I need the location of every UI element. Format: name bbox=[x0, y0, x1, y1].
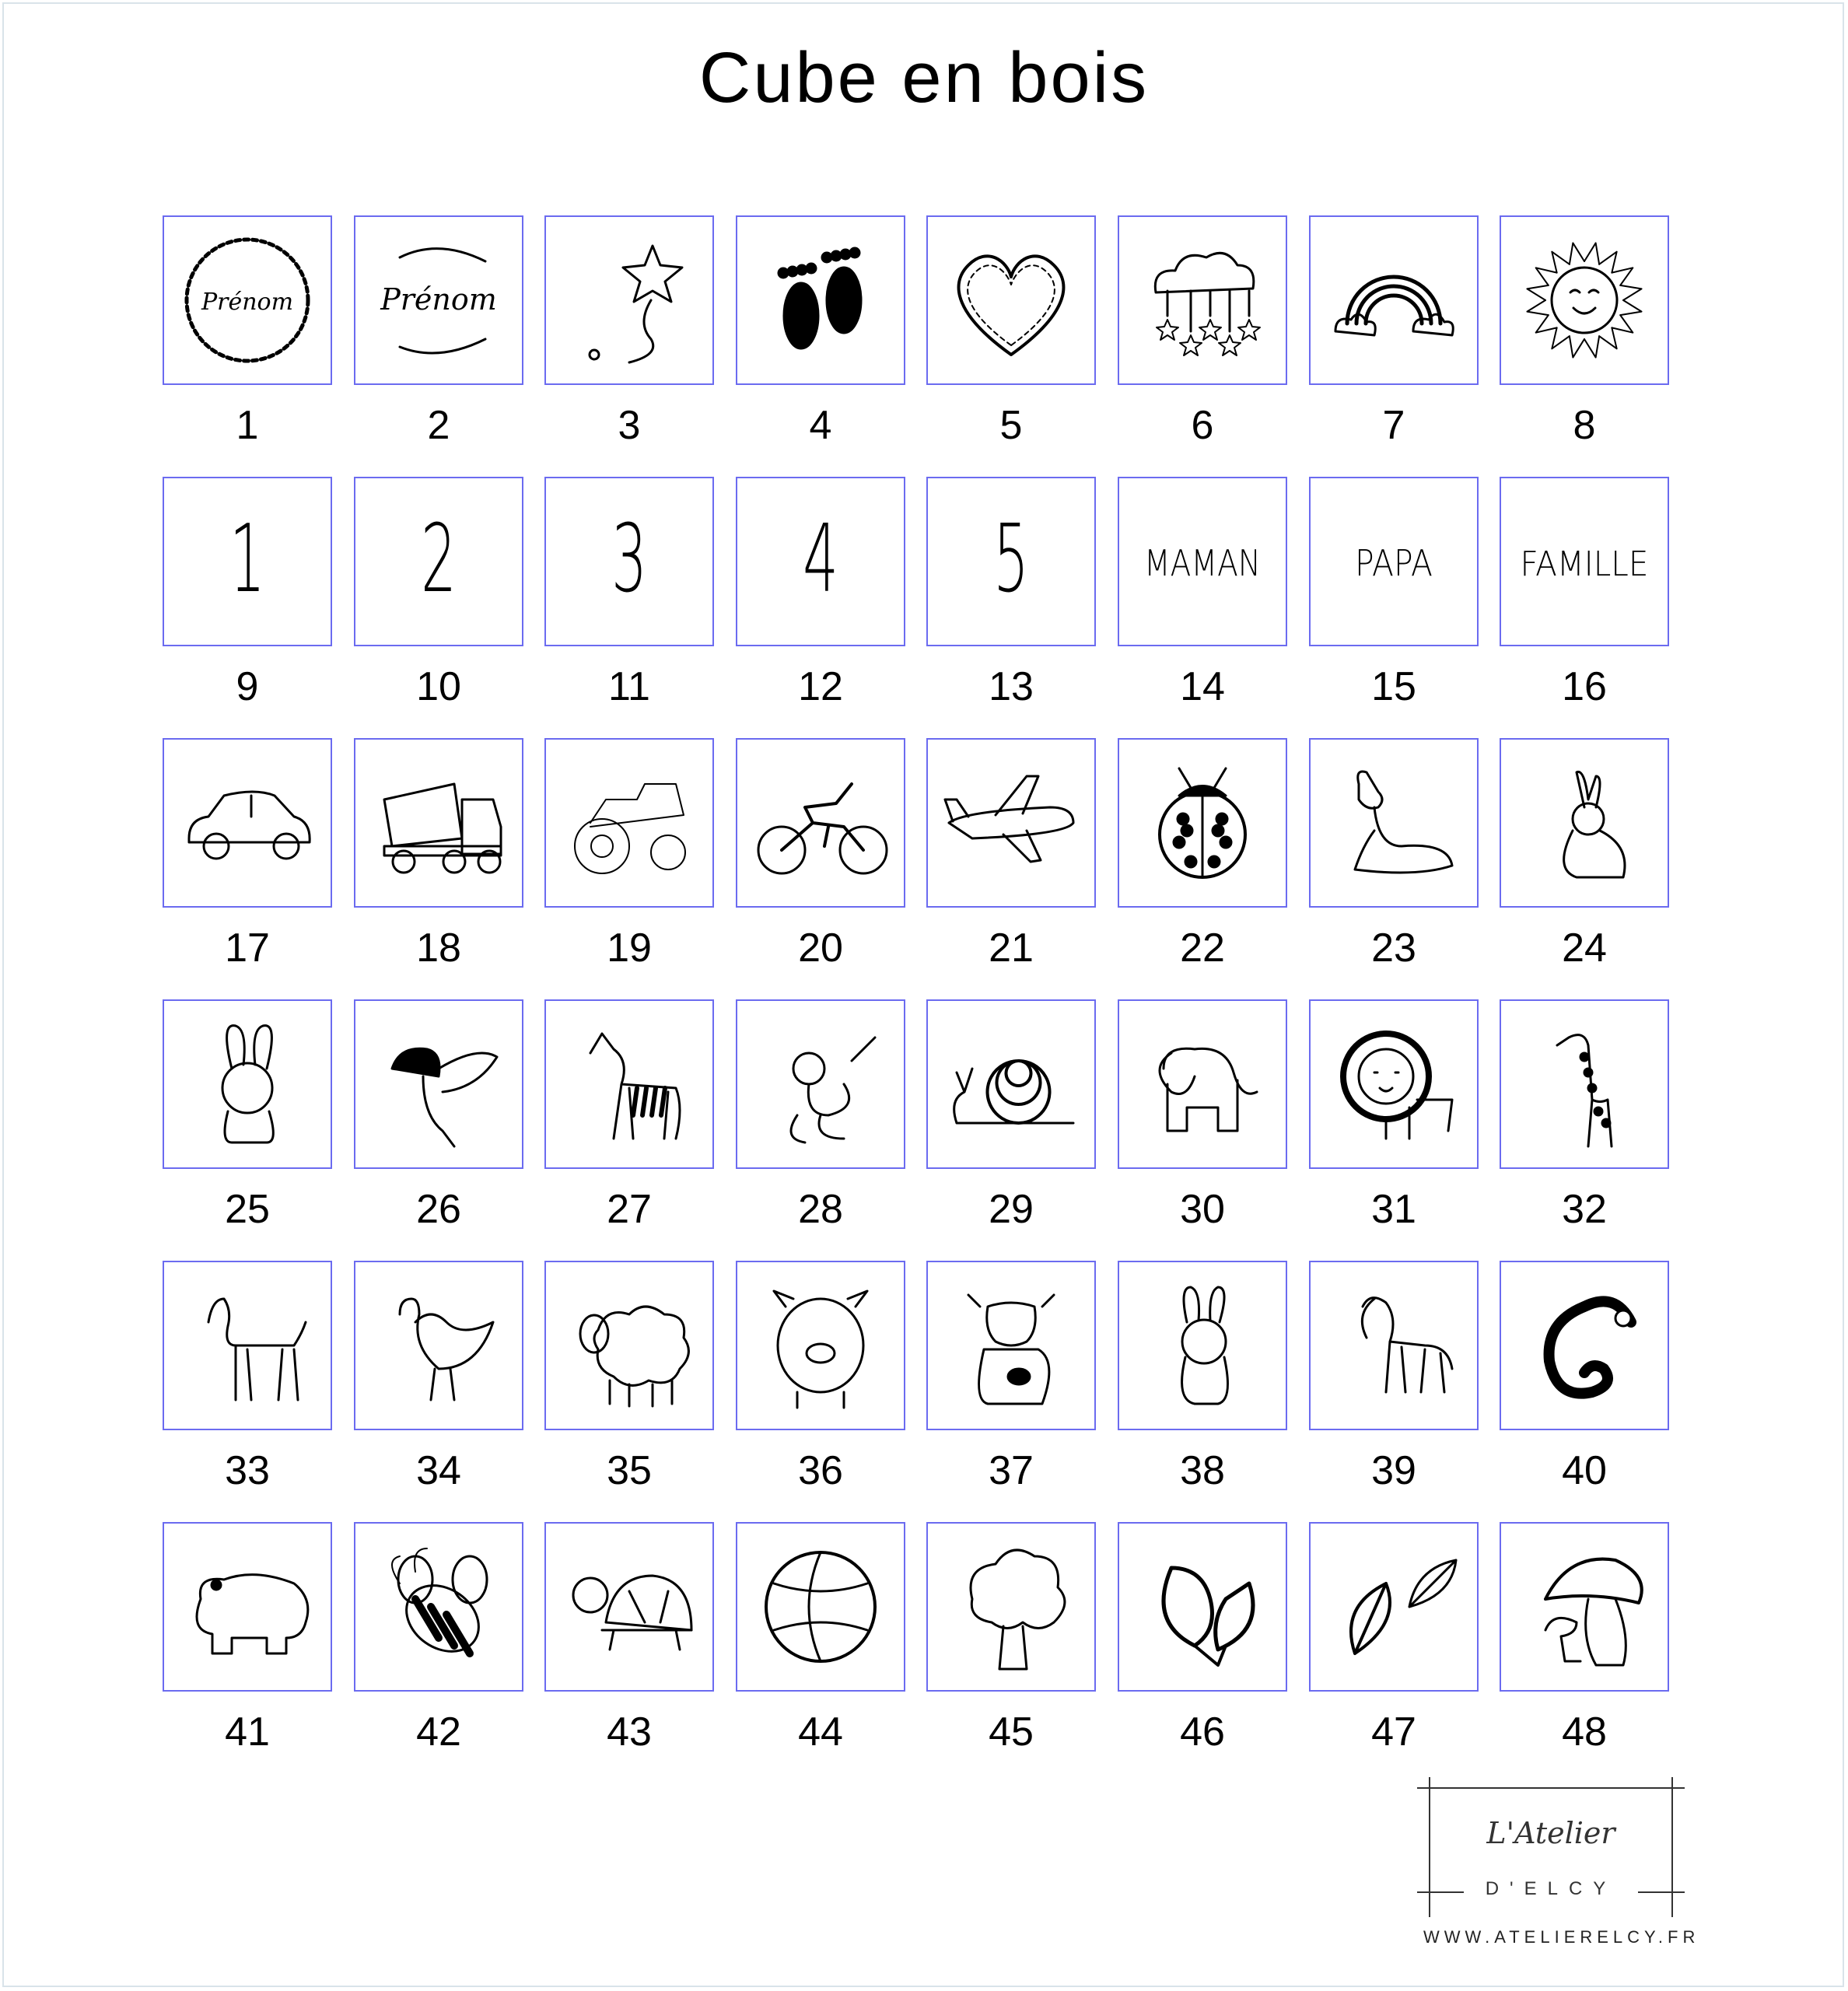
design-number: 13 bbox=[989, 664, 1034, 709]
design-tile bbox=[926, 1261, 1096, 1430]
digit-icon bbox=[559, 492, 699, 632]
tile-text: Prénom bbox=[201, 289, 294, 316]
tile-text: PAPA bbox=[1355, 542, 1433, 584]
design-option bbox=[736, 1522, 905, 1755]
design-tile bbox=[1118, 1261, 1287, 1430]
design-option bbox=[163, 1522, 332, 1755]
sheep-icon bbox=[559, 1275, 699, 1415]
design-number: 8 bbox=[1573, 403, 1596, 448]
zebra-icon bbox=[559, 1014, 699, 1154]
design-option bbox=[1309, 1522, 1479, 1755]
design-option bbox=[163, 477, 332, 710]
design-option bbox=[354, 999, 523, 1233]
design-option bbox=[354, 1522, 523, 1755]
toucan-icon bbox=[369, 1014, 509, 1154]
tile-text: MAMAN bbox=[1144, 542, 1261, 584]
chameleon-icon bbox=[1514, 1275, 1654, 1415]
goat-icon bbox=[177, 1275, 317, 1415]
design-row bbox=[163, 477, 1671, 738]
fawn-icon bbox=[1324, 753, 1464, 893]
pony-icon bbox=[1324, 1275, 1464, 1415]
design-option bbox=[544, 1261, 714, 1494]
design-number: 11 bbox=[608, 664, 650, 709]
design-tile bbox=[354, 999, 523, 1169]
website-url: WWW.ATELIERELCY.FR bbox=[1423, 1927, 1700, 1947]
digit-icon bbox=[369, 492, 509, 632]
design-number: 42 bbox=[416, 1709, 461, 1755]
design-number: 26 bbox=[416, 1187, 461, 1232]
design-number: 18 bbox=[416, 926, 461, 971]
design-tile bbox=[1309, 999, 1479, 1169]
giraffe-icon bbox=[1514, 1014, 1654, 1154]
baby-feet-icon bbox=[751, 230, 891, 370]
design-tile bbox=[354, 477, 523, 646]
design-tile bbox=[1309, 215, 1479, 385]
design-tile bbox=[1500, 215, 1669, 385]
design-number: 36 bbox=[798, 1448, 843, 1493]
design-number: 27 bbox=[607, 1187, 652, 1232]
logo-subtitle: D'ELCY bbox=[1485, 1878, 1617, 1899]
design-number: 37 bbox=[989, 1448, 1034, 1493]
design-option bbox=[1309, 738, 1479, 971]
design-option bbox=[736, 1261, 905, 1494]
design-tile bbox=[1118, 477, 1287, 646]
design-tile bbox=[354, 215, 523, 385]
design-number: 3 bbox=[618, 403, 641, 448]
design-option bbox=[544, 477, 714, 710]
design-option bbox=[544, 1522, 714, 1755]
word-icon bbox=[1324, 492, 1464, 632]
design-row bbox=[163, 999, 1671, 1261]
design-number: 29 bbox=[989, 1187, 1034, 1232]
cloud-mobile-icon bbox=[1132, 230, 1272, 370]
design-number: 10 bbox=[416, 664, 461, 709]
design-number: 30 bbox=[1180, 1187, 1225, 1232]
heart-icon bbox=[941, 230, 1081, 370]
tractor-icon bbox=[559, 753, 699, 893]
design-option bbox=[544, 999, 714, 1233]
tile-text: FAMILLE bbox=[1520, 544, 1649, 584]
word-icon bbox=[1514, 492, 1654, 632]
design-tile bbox=[736, 738, 905, 908]
digit-icon bbox=[177, 492, 317, 632]
tile-text: 3 bbox=[611, 505, 647, 614]
design-row bbox=[163, 738, 1671, 999]
design-number: 12 bbox=[798, 664, 843, 709]
digit-icon bbox=[751, 492, 891, 632]
design-option bbox=[736, 215, 905, 449]
tile-text: 1 bbox=[229, 505, 265, 614]
design-option bbox=[1118, 999, 1287, 1233]
design-number: 15 bbox=[1371, 664, 1416, 709]
design-option bbox=[1500, 999, 1669, 1233]
design-option bbox=[163, 1261, 332, 1494]
logo-script-text: L'Atelier bbox=[1486, 1816, 1615, 1850]
design-option bbox=[1500, 738, 1669, 971]
design-option bbox=[926, 999, 1096, 1233]
design-number: 43 bbox=[607, 1709, 652, 1755]
design-number: 7 bbox=[1382, 403, 1405, 448]
laurel-name-icon bbox=[369, 230, 509, 370]
design-number: 31 bbox=[1371, 1187, 1416, 1232]
design-option bbox=[926, 215, 1096, 449]
design-tile bbox=[736, 999, 905, 1169]
page-title: Cube en bois bbox=[698, 38, 1150, 117]
design-option bbox=[1309, 477, 1479, 710]
design-tile bbox=[544, 738, 714, 908]
design-tile bbox=[544, 477, 714, 646]
design-number: 6 bbox=[1191, 403, 1214, 448]
design-option bbox=[544, 738, 714, 971]
design-tile bbox=[1118, 215, 1287, 385]
design-number: 35 bbox=[607, 1448, 652, 1493]
design-option bbox=[1118, 215, 1287, 449]
design-number: 23 bbox=[1371, 926, 1416, 971]
tile-text: 5 bbox=[993, 505, 1029, 614]
design-option bbox=[1500, 1522, 1669, 1755]
design-tile bbox=[926, 215, 1096, 385]
design-tile bbox=[354, 1261, 523, 1430]
design-tile bbox=[1118, 738, 1287, 908]
design-number: 2 bbox=[427, 403, 450, 448]
hen-icon bbox=[369, 1275, 509, 1415]
leaf-icon bbox=[1132, 1537, 1272, 1677]
design-number: 41 bbox=[225, 1709, 270, 1755]
sun-icon bbox=[1514, 230, 1654, 370]
cement-truck-icon bbox=[369, 753, 509, 893]
design-option bbox=[354, 1261, 523, 1494]
tile-text: Prénom bbox=[380, 282, 497, 317]
design-tile bbox=[544, 1261, 714, 1430]
design-row bbox=[163, 215, 1671, 477]
design-number: 22 bbox=[1180, 926, 1225, 971]
bee-icon bbox=[369, 1537, 509, 1677]
design-number: 17 bbox=[225, 926, 270, 971]
design-option bbox=[926, 477, 1096, 710]
airplane-icon bbox=[941, 753, 1081, 893]
design-number: 14 bbox=[1180, 664, 1225, 709]
design-tile bbox=[1309, 1522, 1479, 1692]
leaves-icon bbox=[1324, 1537, 1464, 1677]
design-option bbox=[926, 1261, 1096, 1494]
design-number: 16 bbox=[1562, 664, 1607, 709]
design-number: 9 bbox=[236, 664, 259, 709]
design-tile bbox=[354, 738, 523, 908]
design-tile bbox=[1500, 477, 1669, 646]
ladybug-icon bbox=[1132, 753, 1272, 893]
design-option bbox=[163, 215, 332, 449]
turtle-icon bbox=[559, 1537, 699, 1677]
design-option bbox=[354, 477, 523, 710]
design-option bbox=[1118, 738, 1287, 971]
rabbit-icon bbox=[1514, 753, 1654, 893]
design-number: 39 bbox=[1371, 1448, 1416, 1493]
lion-icon bbox=[1324, 1014, 1464, 1154]
design-tile bbox=[544, 999, 714, 1169]
tree-icon bbox=[941, 1537, 1081, 1677]
design-tile bbox=[926, 1522, 1096, 1692]
design-option bbox=[926, 738, 1096, 971]
design-option bbox=[354, 215, 523, 449]
sitting-rabbit-icon bbox=[1132, 1275, 1272, 1415]
design-option bbox=[544, 215, 714, 449]
design-tile bbox=[544, 1522, 714, 1692]
design-tile bbox=[736, 1261, 905, 1430]
snail-icon bbox=[941, 1014, 1081, 1154]
design-option bbox=[736, 738, 905, 971]
digit-icon bbox=[941, 492, 1081, 632]
design-number: 24 bbox=[1562, 926, 1607, 971]
design-tile bbox=[1309, 1261, 1479, 1430]
design-number: 1 bbox=[236, 403, 259, 448]
design-number: 33 bbox=[225, 1448, 270, 1493]
design-number: 38 bbox=[1180, 1448, 1225, 1493]
brand-logo bbox=[1417, 1777, 1685, 1917]
star-balloon-icon bbox=[559, 230, 699, 370]
design-option bbox=[1500, 1261, 1669, 1494]
car-icon bbox=[177, 753, 317, 893]
design-number: 44 bbox=[798, 1709, 843, 1755]
design-tile bbox=[1500, 1522, 1669, 1692]
design-option bbox=[354, 738, 523, 971]
design-option bbox=[1500, 215, 1669, 449]
design-number: 28 bbox=[798, 1187, 843, 1232]
design-tile bbox=[163, 477, 332, 646]
design-option bbox=[163, 738, 332, 971]
design-tile bbox=[1309, 477, 1479, 646]
mushroom-icon bbox=[1514, 1537, 1654, 1677]
volleyball-icon bbox=[751, 1537, 891, 1677]
design-number: 46 bbox=[1180, 1709, 1225, 1755]
design-number: 47 bbox=[1371, 1709, 1416, 1755]
design-option bbox=[1118, 1261, 1287, 1494]
design-option bbox=[736, 477, 905, 710]
design-tile bbox=[926, 738, 1096, 908]
design-tile bbox=[544, 215, 714, 385]
design-tile bbox=[736, 1522, 905, 1692]
design-tile bbox=[163, 999, 332, 1169]
design-tile bbox=[354, 1522, 523, 1692]
design-option bbox=[736, 999, 905, 1233]
tile-text: 2 bbox=[421, 505, 457, 614]
hippo-icon bbox=[177, 1537, 317, 1677]
bunny-icon bbox=[177, 1014, 317, 1154]
pig-icon bbox=[751, 1275, 891, 1415]
design-option bbox=[926, 1522, 1096, 1755]
design-number: 19 bbox=[607, 926, 652, 971]
design-option bbox=[1309, 1261, 1479, 1494]
design-option bbox=[1309, 999, 1479, 1233]
design-tile bbox=[1309, 738, 1479, 908]
design-option bbox=[1118, 477, 1287, 710]
word-icon bbox=[1132, 492, 1272, 632]
design-tile bbox=[163, 738, 332, 908]
design-tile bbox=[1500, 738, 1669, 908]
design-number: 5 bbox=[999, 403, 1023, 448]
design-tile bbox=[163, 1522, 332, 1692]
design-tile bbox=[1500, 999, 1669, 1169]
rainbow-icon bbox=[1324, 230, 1464, 370]
design-tile bbox=[736, 477, 905, 646]
design-tile bbox=[1118, 999, 1287, 1169]
monkey-icon bbox=[751, 1014, 891, 1154]
design-option bbox=[163, 999, 332, 1233]
design-tile bbox=[736, 215, 905, 385]
design-tile bbox=[926, 999, 1096, 1169]
design-row bbox=[163, 1522, 1671, 1783]
wreath-name-icon bbox=[177, 230, 317, 370]
elephant-icon bbox=[1132, 1014, 1272, 1154]
design-tile bbox=[1118, 1522, 1287, 1692]
design-tile bbox=[926, 477, 1096, 646]
design-tile bbox=[163, 215, 332, 385]
cow-icon bbox=[941, 1275, 1081, 1415]
design-number: 21 bbox=[989, 926, 1034, 971]
design-number: 34 bbox=[416, 1448, 461, 1493]
design-number: 4 bbox=[809, 403, 832, 448]
tile-text: 4 bbox=[803, 505, 838, 614]
motorbike-icon bbox=[751, 753, 891, 893]
design-number: 48 bbox=[1562, 1709, 1607, 1755]
design-number: 25 bbox=[225, 1187, 270, 1232]
design-tile bbox=[1500, 1261, 1669, 1430]
design-tile bbox=[163, 1261, 332, 1430]
design-number: 32 bbox=[1562, 1187, 1607, 1232]
design-option bbox=[1118, 1522, 1287, 1755]
design-row bbox=[163, 1261, 1671, 1522]
design-option bbox=[1500, 477, 1669, 710]
design-number: 40 bbox=[1562, 1448, 1607, 1493]
design-number: 45 bbox=[989, 1709, 1034, 1755]
design-number: 20 bbox=[798, 926, 843, 971]
design-option bbox=[1309, 215, 1479, 449]
